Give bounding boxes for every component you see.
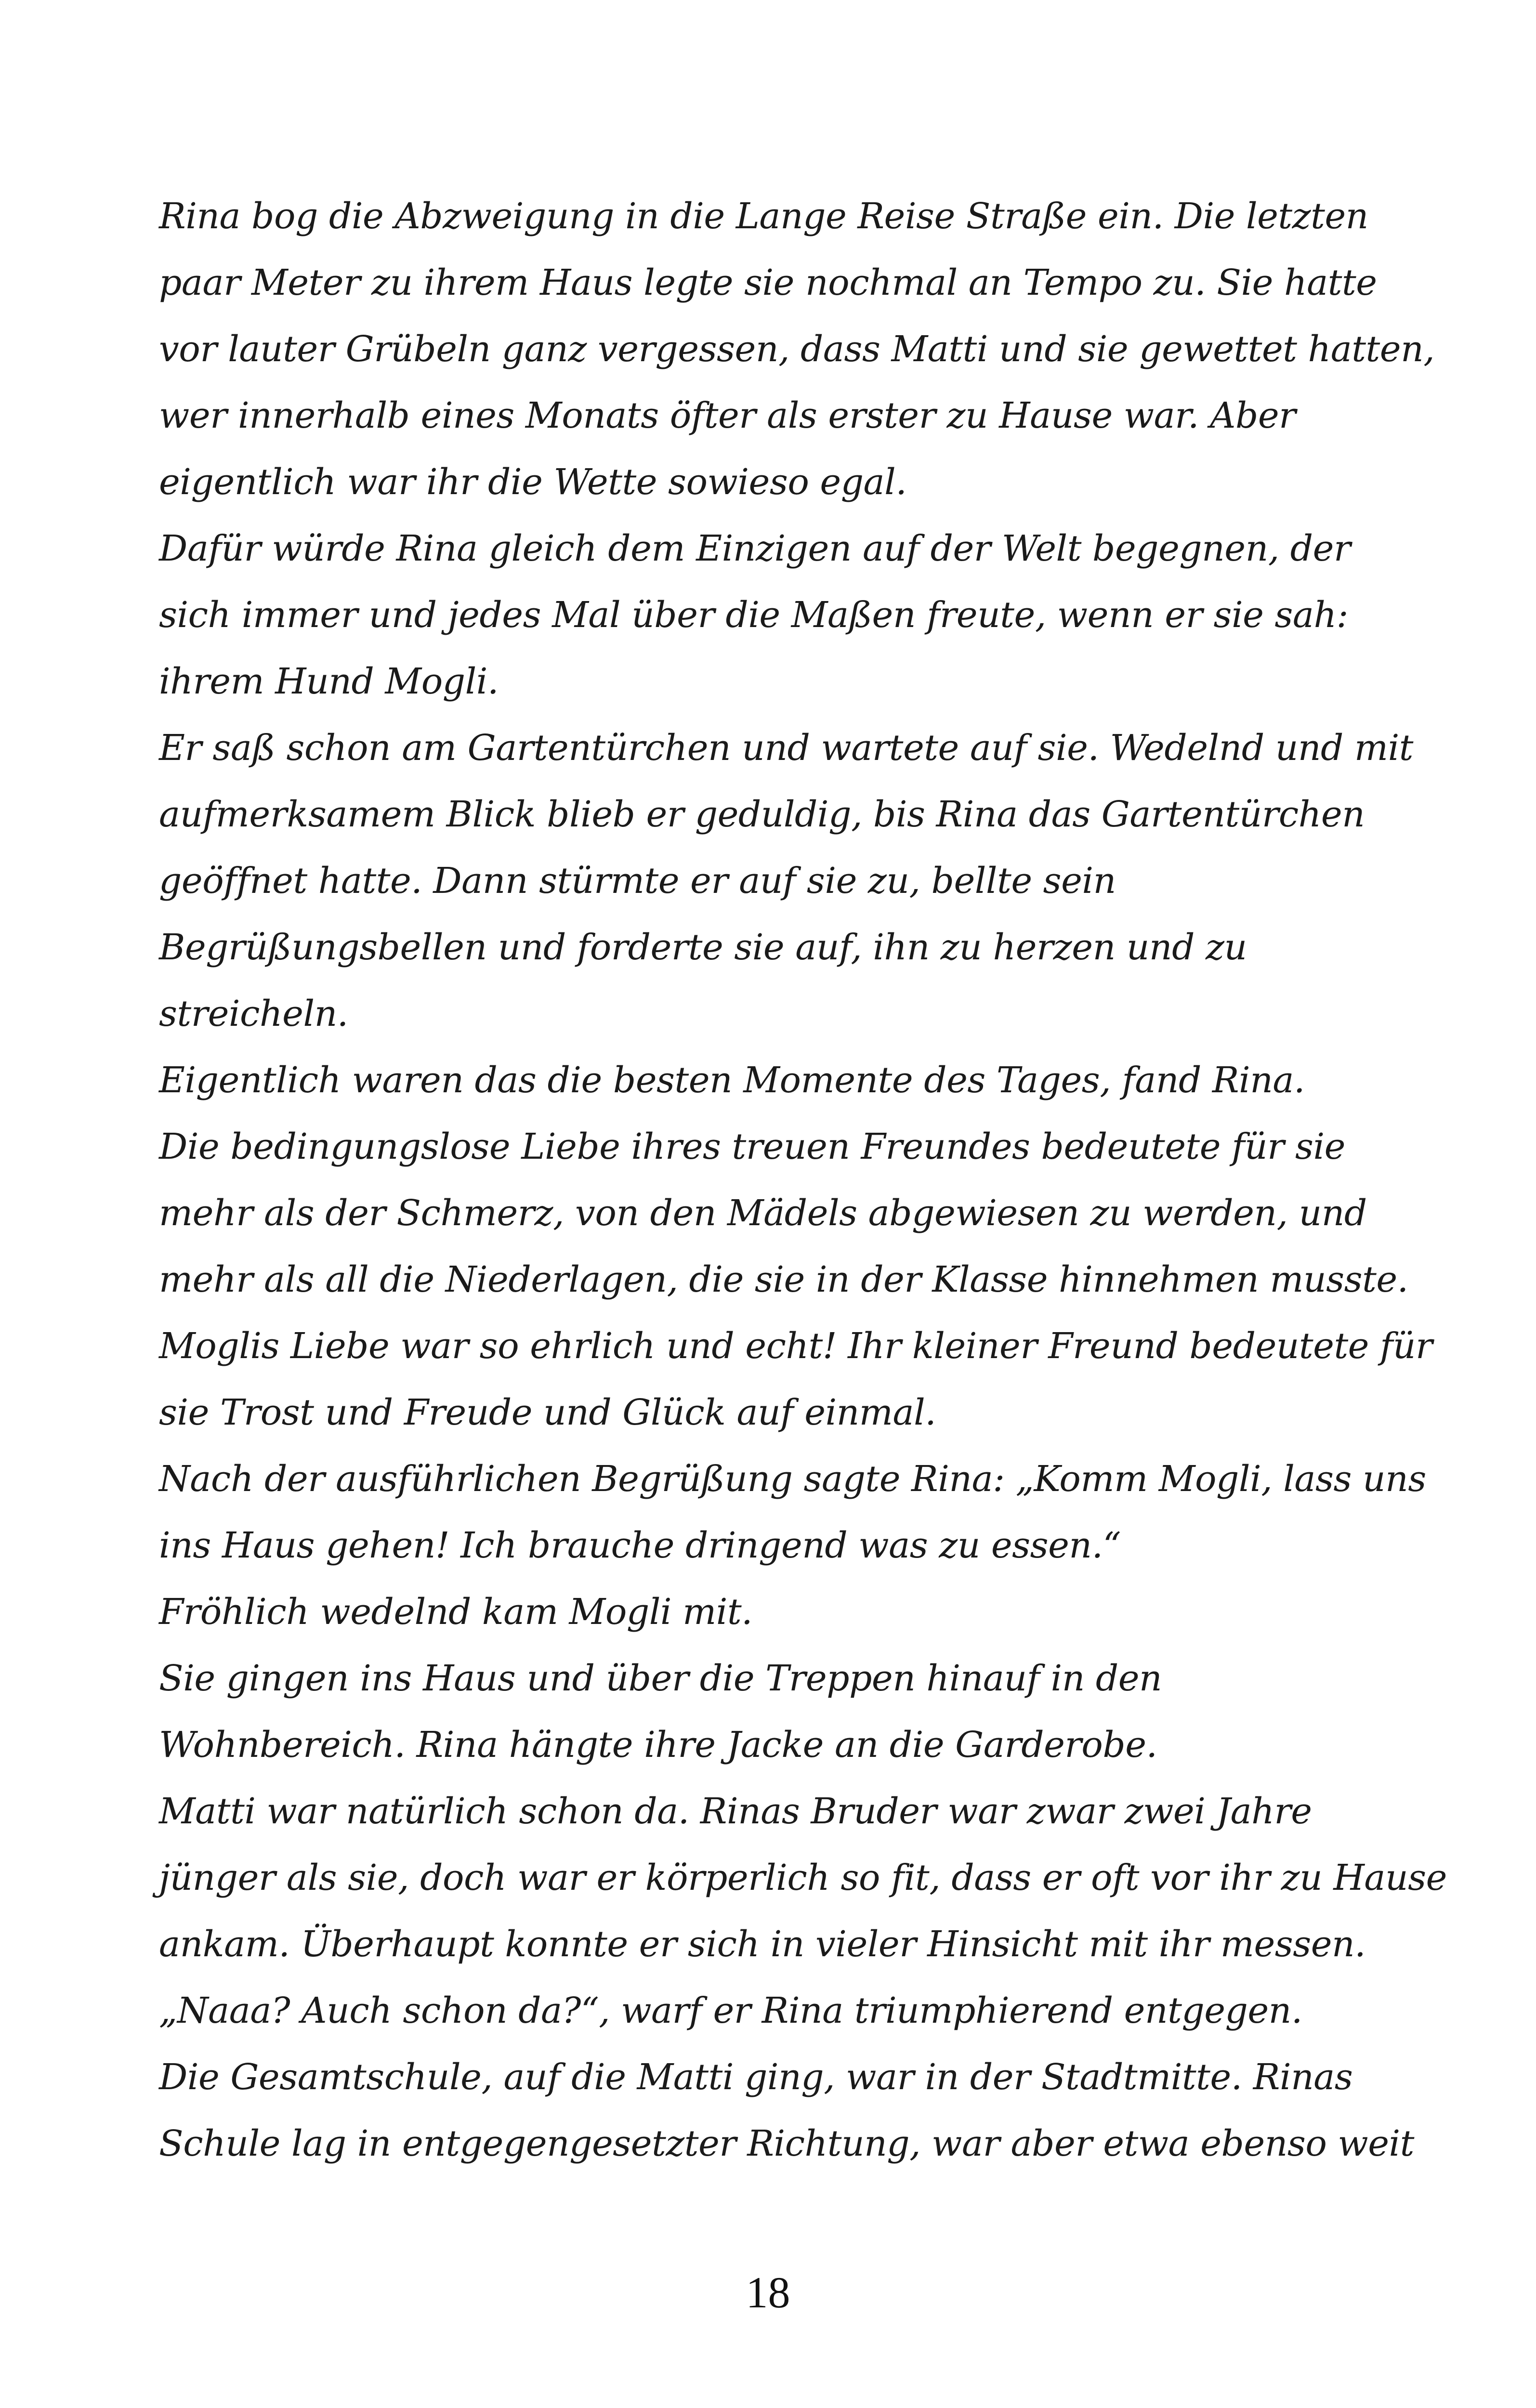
text-line: streicheln. xyxy=(159,993,348,1034)
text-line: ins Haus gehen! Ich brauche dringend was zu essen.“ xyxy=(159,1525,1121,1566)
text-line: sie Trost und Freude und Glück auf einmal. xyxy=(159,1392,936,1433)
text-line: „Naaa? Auch schon da?“, warf er Rina triumphierend entgegen. xyxy=(159,1990,1302,2031)
text-line: Er saß schon am Gartentürchen und wartete auf sie. Wedelnd und mit xyxy=(159,727,1414,769)
text-line: Moglis Liebe war so ehrlich und echt! Ihr kleiner Freund bedeutete für xyxy=(159,1325,1432,1367)
text-line: geöffnet hatte. Dann stürmte er auf sie zu, bellte sein xyxy=(159,860,1116,902)
text-line: Begrüßungsbellen und forderte sie auf, ihn zu herzen und zu xyxy=(159,927,1247,968)
text-line: Dafür würde Rina gleich dem Einzigen auf der Welt begegnen, der xyxy=(159,528,1351,569)
text-line: Eigentlich waren das die besten Momente des Tages, fand Rina. xyxy=(159,1060,1305,1101)
text-line: Rina bog die Abzweigung in die Lange Reise Straße ein. Die letzten xyxy=(159,196,1368,237)
text-line: Die Gesamtschule, auf die Matti ging, war in der Stadtmitte. Rinas xyxy=(159,2056,1353,2098)
text-line: sich immer und jedes Mal über die Maßen freute, wenn er sie sah: xyxy=(159,594,1349,636)
text-line: ihrem Hund Mogli. xyxy=(159,661,499,702)
text-line: Nach der ausführlichen Begrüßung sagte Rina: „Komm Mogli, lass uns xyxy=(159,1458,1426,1500)
text-line: ankam. Überhaupt konnte er sich in vieler Hinsicht mit ihr messen. xyxy=(159,1924,1366,1965)
text-line: mehr als der Schmerz, von den Mädels abgewiesen zu werden, und xyxy=(159,1192,1367,1234)
text-line: Die bedingungslose Liebe ihres treuen Freundes bedeutete für sie xyxy=(159,1126,1345,1167)
text-line: aufmerksamem Blick blieb er geduldig, bis Rina das Gartentürchen xyxy=(159,794,1365,835)
text-line: Sie gingen ins Haus und über die Treppen hinauf in den xyxy=(159,1658,1162,1699)
text-line: jünger als sie, doch war er körperlich so fit, dass er oft vor ihr zu Hause xyxy=(159,1857,1447,1898)
page-number: 18 xyxy=(746,2268,790,2317)
text-line: Wohnbereich. Rina hängte ihre Jacke an die Garderobe. xyxy=(159,1724,1157,1766)
text-line: wer innerhalb eines Monats öfter als erster zu Hause war. Aber xyxy=(159,395,1296,436)
text-line: Fröhlich wedelnd kam Mogli mit. xyxy=(159,1591,753,1633)
text-line: Schule lag in entgegengesetzter Richtung, war aber etwa ebenso weit xyxy=(159,2123,1414,2164)
text-line: Matti war natürlich schon da. Rinas Bruder war zwar zwei Jahre xyxy=(159,1791,1312,1832)
text-line: eigentlich war ihr die Wette sowieso egal. xyxy=(159,461,907,503)
text-line: vor lauter Grübeln ganz vergessen, dass Matti und sie gewettet hatten, xyxy=(159,328,1435,370)
body-text xyxy=(159,183,1447,2177)
text-line: paar Meter zu ihrem Haus legte sie nochmal an Tempo zu. Sie hatte xyxy=(159,262,1377,303)
text-line: mehr als all die Niederlagen, die sie in der Klasse hinnehmen musste. xyxy=(159,1259,1408,1300)
